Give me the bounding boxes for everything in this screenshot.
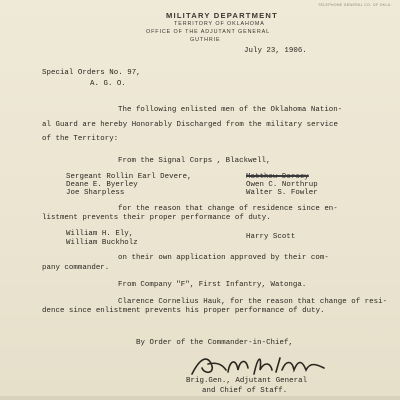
signal-corps-line: From the Signal Corps , Blackwell, <box>118 157 271 165</box>
page-bottom-edge <box>0 396 400 400</box>
closing-line: By Order of the Commander-in-Chief, <box>136 339 293 347</box>
letterhead-office: OFFICE OF THE ADJUTANT GENERAL <box>146 29 271 35</box>
letterhead-corner-text: TELEPHONE GENERAL CO. OF OKLA. <box>318 3 392 7</box>
intro-line-3: of the Territory: <box>42 135 119 143</box>
intro-line-1: The following enlisted men of the Oklahoma Nation- <box>118 106 343 114</box>
hauk-line-1: Clarence Cornelius Hauk, for the reason that change of resi- <box>118 298 388 306</box>
application-line-2: pany commander. <box>42 264 110 272</box>
letterhead-city: GUTHRIE <box>190 37 221 43</box>
name-ely: William H. Ely, <box>66 230 134 238</box>
letterhead-territory: TERRITORY OF OKLAHOMA <box>174 21 265 27</box>
special-orders-number: Special Orders No. 97, <box>42 69 141 77</box>
name-fowler: Walter S. Fowler <box>246 189 318 197</box>
handwritten-signature <box>190 352 330 378</box>
name-devere: Sergeant Rollin Earl Devere, <box>66 173 192 181</box>
application-line-1: on their own application approved by their com- <box>118 254 329 262</box>
signer-title-line-1: Brig.Gen., Adjutant General <box>186 377 308 385</box>
intro-line-2: al Guard are hereby Honorably Discharged from the military service <box>42 121 339 129</box>
company-line: From Company "F", First Infantry, Watonga. <box>118 281 307 289</box>
signer-title-line-2: and Chief of Staff. <box>202 387 288 395</box>
name-scott: Harry Scott <box>246 233 296 241</box>
hauk-line-2: dence since enlistment prevents his proper performance of duty. <box>42 307 325 315</box>
name-buckholz: William Buckholz <box>66 239 138 247</box>
orders-ago: A. G. O. <box>90 80 126 88</box>
letterhead-department: MILITARY DEPARTMENT <box>166 11 278 20</box>
name-northrup: Owen C. Northrup <box>246 181 318 189</box>
reason-line-2: listment prevents their proper performance of duty. <box>42 214 271 222</box>
name-sharpless: Joe Sharpless <box>66 189 125 197</box>
name-byerley: Deane E. Byerley <box>66 181 138 189</box>
letter-date: July 23, 1906. <box>244 47 307 55</box>
reason-line-1: for the reason that change of residence since en- <box>118 205 338 213</box>
name-struck-out: Matthew Dorsey <box>246 173 309 181</box>
